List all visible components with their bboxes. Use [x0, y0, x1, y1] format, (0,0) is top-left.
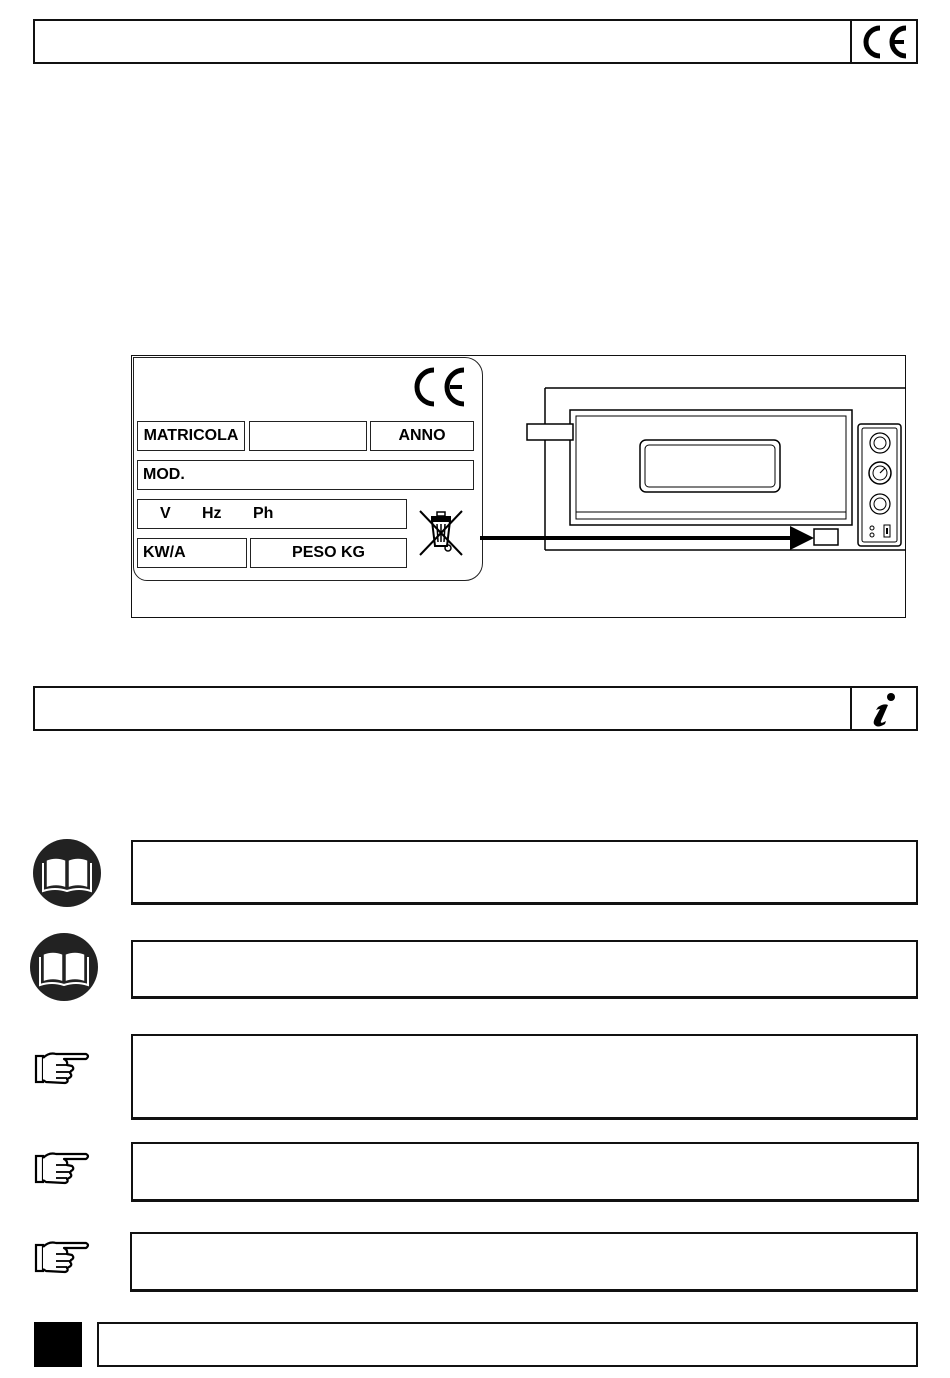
- note-box-2: [131, 940, 918, 999]
- note-box-3: [131, 1034, 918, 1120]
- field-anno-label: ANNO: [398, 427, 446, 444]
- field-mod-label: MOD.: [143, 466, 185, 483]
- note-box-4: [131, 1142, 919, 1202]
- field-mod: [137, 460, 474, 490]
- field-ph-label: Ph: [253, 505, 274, 522]
- note-box-1: [131, 840, 918, 905]
- crossed-bin-icon: [417, 508, 465, 563]
- page-number-block: [34, 1322, 82, 1367]
- book-icon: [32, 838, 102, 913]
- field-matricola-value: [249, 421, 367, 451]
- plate-ce-mark-icon: [406, 364, 470, 415]
- field-anno: [370, 421, 474, 451]
- pointing-hand-icon: [34, 1148, 92, 1193]
- field-matricola-label: MATRICOLA: [143, 427, 239, 444]
- pointing-hand-icon: [34, 1048, 92, 1093]
- pointing-hand-icon: [34, 1237, 92, 1282]
- field-electrical: [137, 499, 407, 529]
- oven-drawing: [480, 380, 906, 570]
- rating-plate: [133, 357, 483, 581]
- field-peso-label: PESO KG: [292, 544, 365, 561]
- book-icon: [29, 932, 99, 1007]
- field-peso: [250, 538, 407, 568]
- header-bar-info: [33, 686, 918, 731]
- field-matricola: [137, 421, 245, 451]
- field-kwa: [137, 538, 247, 568]
- ce-mark-icon: [850, 21, 916, 62]
- field-hz-label: Hz: [202, 505, 222, 522]
- field-v-label: V: [160, 505, 171, 522]
- footer-bar: [97, 1322, 918, 1367]
- header-bar-top: [33, 19, 918, 64]
- field-kwa-label: KW/A: [143, 544, 186, 561]
- note-box-5: [130, 1232, 918, 1292]
- info-icon: [850, 688, 916, 729]
